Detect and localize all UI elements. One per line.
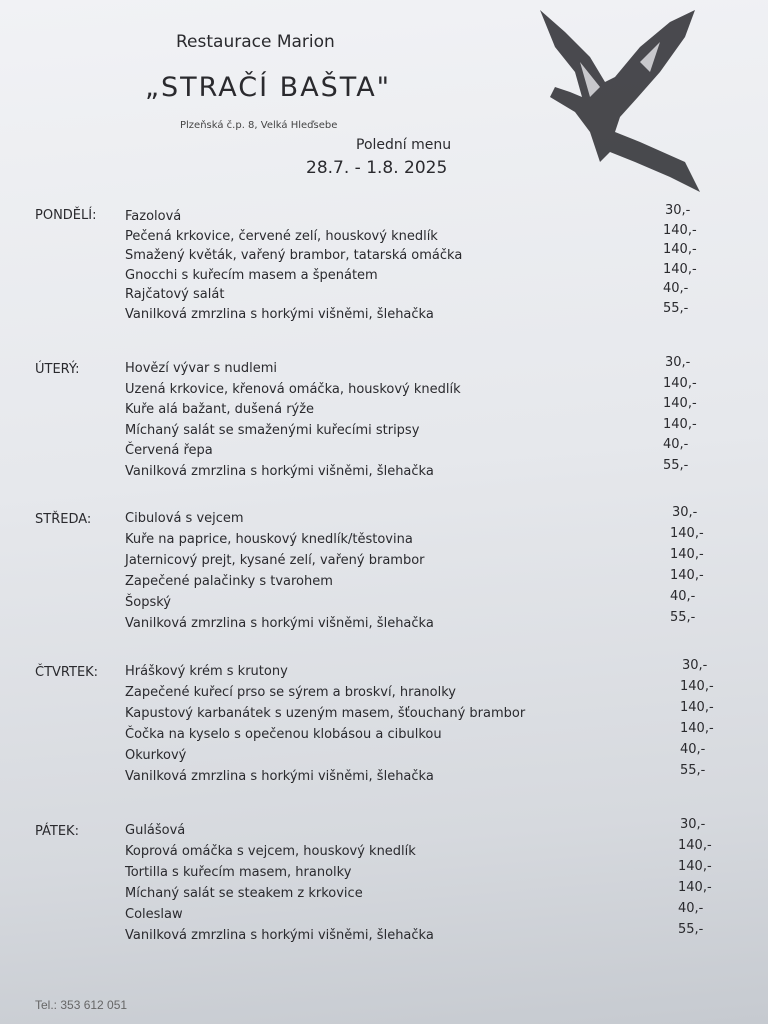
menu-item <box>125 763 725 789</box>
item-name: Vanilková zmrzlina s horkými višněmi, šlehačka <box>125 463 434 479</box>
day-label: ÚTERÝ: <box>35 362 80 377</box>
item-price: 140,- <box>670 526 704 541</box>
day-label: STŘEDA: <box>35 512 92 527</box>
menu-item <box>125 300 725 327</box>
item-price: 40,- <box>678 901 704 916</box>
menu-item <box>125 679 725 705</box>
item-price: 140,- <box>678 859 712 874</box>
item-name: Uzená krkovice, křenová omáčka, houskový knedlík <box>125 381 461 397</box>
item-price: 55,- <box>663 300 689 316</box>
menu-item <box>125 416 725 443</box>
menu-item <box>125 838 725 864</box>
address: Plzeňská č.p. 8, Velká Hleďsebe <box>180 120 338 131</box>
menu-item <box>125 222 725 249</box>
item-price: 55,- <box>680 763 706 778</box>
menu-item <box>125 658 725 684</box>
menu-item <box>125 281 725 307</box>
item-name: Zapečené palačinky s tvarohem <box>125 574 333 589</box>
menu-item <box>125 242 725 268</box>
menu-item <box>125 859 725 885</box>
item-name: Koprová omáčka s vejcem, houskový knedlík <box>125 844 416 859</box>
item-price: 55,- <box>663 457 689 473</box>
item-name: Kuře alá bažant, dušená rýže <box>125 402 315 417</box>
day-label: PONDĚLÍ: <box>35 208 97 223</box>
item-price: 30,- <box>672 505 698 520</box>
item-name: Zapečené kuřecí prso se sýrem a broskví, hranolky <box>125 685 456 700</box>
item-price: 140,- <box>678 880 712 895</box>
item-name: Okurkový <box>125 748 187 763</box>
menu-item <box>125 261 725 288</box>
item-price: 140,- <box>678 838 712 853</box>
menu-item <box>125 568 725 594</box>
item-price: 140,- <box>663 242 697 257</box>
item-price: 140,- <box>663 416 697 432</box>
item-name: Vanilková zmrzlina s horkými višněmi, šlehačka <box>125 769 434 784</box>
item-price: 140,- <box>680 700 714 715</box>
item-name: Rajčatový salát <box>125 287 225 302</box>
item-name: Gulášová <box>125 823 186 838</box>
item-price: 140,- <box>670 547 704 562</box>
menu-item <box>125 203 725 229</box>
item-price: 30,- <box>665 203 691 218</box>
menu-item <box>125 526 725 552</box>
item-name: Míchaný salát se steakem z krkovice <box>125 886 363 901</box>
menu-item <box>125 375 725 402</box>
item-price: 140,- <box>680 721 714 736</box>
item-price: 30,- <box>682 658 708 673</box>
item-name: Vanilková zmrzlina s horkými višněmi, šlehačka <box>125 928 434 943</box>
item-name: Hráškový krém s krutony <box>125 664 288 679</box>
menu-item <box>125 547 725 573</box>
item-price: 40,- <box>663 281 689 296</box>
item-price: 140,- <box>670 568 704 583</box>
item-name: Kapustový karbanátek s uzeným masem, šťouchaný brambor <box>125 706 526 721</box>
menu-dates: 28.7. - 1.8. 2025 <box>306 158 448 178</box>
item-name: Fazolová <box>125 209 182 224</box>
item-name: Vanilková zmrzlina s horkými višněmi, šlehačka <box>125 306 434 322</box>
item-name: Červená řepa <box>125 443 213 458</box>
menu-title: Polední menu <box>356 137 452 153</box>
item-name: Šopský <box>125 595 171 610</box>
item-name: Míchaný salát se smaženými kuřecími stripsy <box>125 422 420 438</box>
item-price: 55,- <box>670 610 696 625</box>
menu-item <box>125 700 725 726</box>
item-price: 40,- <box>670 589 696 604</box>
item-price: 140,- <box>680 679 714 694</box>
item-price: 30,- <box>680 817 706 832</box>
item-price: 140,- <box>663 375 697 391</box>
item-price: 140,- <box>663 396 697 411</box>
menu-item <box>125 457 725 484</box>
item-name: Coleslaw <box>125 907 183 922</box>
item-name: Smažený květák, vařený brambor, tatarská omáčka <box>125 248 463 263</box>
item-name: Čočka na kyselo s opečenou klobásou a cibulkou <box>125 727 442 742</box>
restaurant-name: Restaurace Marion <box>176 32 335 52</box>
item-price: 30,- <box>665 355 691 370</box>
item-name: Pečená krkovice, červené zelí, houskový knedlík <box>125 228 438 244</box>
item-price: 40,- <box>680 742 706 757</box>
footer-phone: Tel.: 353 612 051 <box>35 998 128 1012</box>
day-label: PÁTEK: <box>35 824 79 839</box>
item-price: 40,- <box>663 437 689 452</box>
menu-item <box>125 355 725 381</box>
menu-item <box>125 922 725 948</box>
item-name: Jaternicový prejt, kysané zelí, vařený brambor <box>125 553 425 568</box>
day-label: ČTVRTEK: <box>35 665 99 680</box>
item-name: Gnocchi s kuřecím masem a špenátem <box>125 267 378 283</box>
menu-item <box>125 589 725 615</box>
menu-item <box>125 610 725 636</box>
item-price: 140,- <box>663 261 697 277</box>
menu-item <box>125 742 725 768</box>
menu-item <box>125 721 725 747</box>
menu-item <box>125 396 725 422</box>
magpie-bird-icon <box>520 2 710 197</box>
item-price: 55,- <box>678 922 704 937</box>
menu-brand-title: „STRAČÍ BAŠTA" <box>145 72 392 103</box>
menu-item <box>125 817 725 843</box>
menu-item <box>125 437 725 463</box>
item-name: Kuře na paprice, houskový knedlík/těstovina <box>125 532 413 547</box>
menu-item <box>125 901 725 927</box>
item-name: Hovězí vývar s nudlemi <box>125 361 278 376</box>
menu-item <box>125 505 725 531</box>
item-name: Vanilková zmrzlina s horkými višněmi, šlehačka <box>125 616 434 631</box>
item-name: Cibulová s vejcem <box>125 511 244 526</box>
item-name: Tortilla s kuřecím masem, hranolky <box>125 865 352 880</box>
item-price: 140,- <box>663 222 697 238</box>
menu-item <box>125 880 725 906</box>
